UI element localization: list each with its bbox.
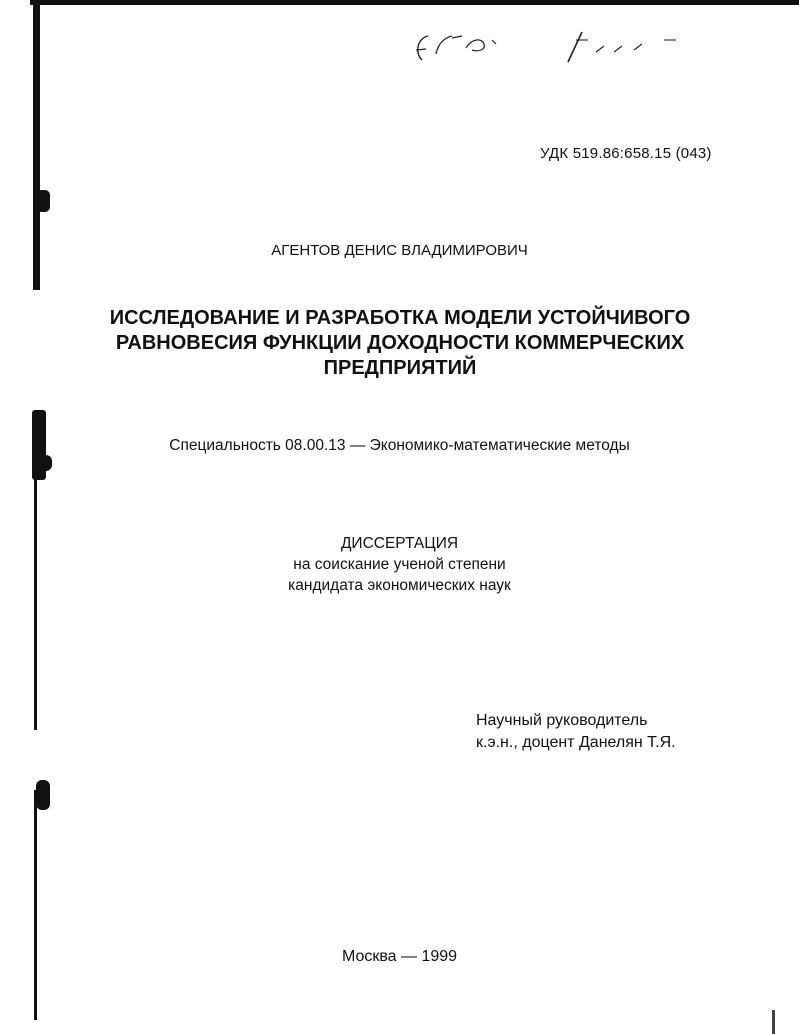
- dissertation-block: [0, 533, 799, 596]
- title-line: РАВНОВЕСИЯ ФУНКЦИИ ДОХОДНОСТИ КОММЕРЧЕСКИХ: [115, 332, 685, 354]
- supervisor-label: Научный руководитель: [476, 712, 648, 729]
- dissertation-title: [60, 306, 740, 381]
- dissertation-heading: ДИССЕРТАЦИЯ: [340, 535, 459, 552]
- specialty: Специальность 08.00.13 — Экономико-математические методы: [169, 437, 630, 454]
- supervisor-name: к.э.н., доцент Данелян Т.Я.: [476, 734, 676, 751]
- scan-left-blob: [36, 780, 50, 810]
- udc-code: УДК 519.86:658.15 (043): [540, 145, 712, 162]
- degree-line: на соискание ученой степени: [293, 556, 506, 573]
- scan-left-blob: [38, 455, 52, 471]
- title-line: ИССЛЕДОВАНИЕ И РАЗРАБОТКА МОДЕЛИ УСТОЙЧИВОГО: [109, 307, 691, 329]
- scan-right-mark: [772, 1010, 775, 1034]
- scan-left-line: [34, 480, 37, 730]
- handwritten-note: [400, 20, 700, 70]
- scan-left-blob: [36, 190, 50, 212]
- degree-line: кандидата экономических наук: [288, 577, 511, 594]
- scan-top-border: [30, 0, 799, 5]
- author-name: АГЕНТОВ ДЕНИС ВЛАДИМИРОВИЧ: [271, 242, 528, 259]
- title-line: ПРЕДПРИЯТИЙ: [323, 357, 477, 379]
- supervisor-block: [476, 710, 676, 754]
- scan-left-line: [34, 790, 37, 1020]
- place-year: Москва — 1999: [341, 948, 458, 965]
